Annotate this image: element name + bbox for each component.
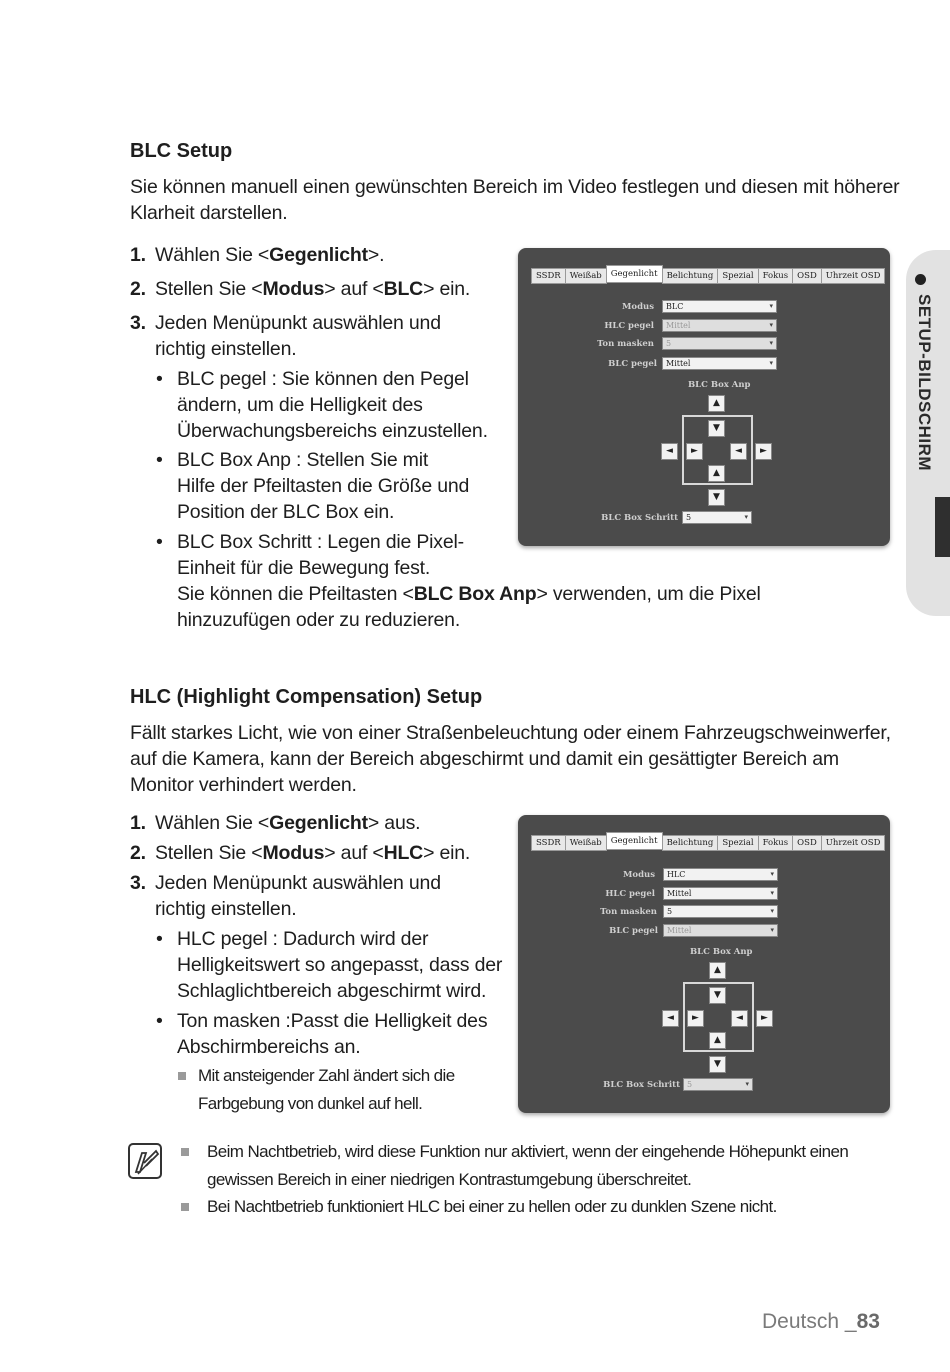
blc-settings-panel xyxy=(518,248,890,546)
blc-step-2: 2. Stellen Sie <Modus> auf <BLC> ein. xyxy=(130,278,471,300)
blc-step-1: 1. Wählen Sie <Gegenlicht>. xyxy=(130,244,385,266)
hlc-step-3-cont: richtig einstellen. xyxy=(155,898,297,920)
blc-pegel-select[interactable]: Mittel ▾ xyxy=(663,924,778,937)
modus-select[interactable]: BLC ▾ xyxy=(662,300,777,313)
arrow-left-button[interactable]: ◄ xyxy=(731,1010,748,1027)
tab-osd[interactable]: OSD xyxy=(792,268,822,284)
arrow-up-button[interactable]: ▲ xyxy=(709,1032,726,1049)
arrow-left-button[interactable]: ◄ xyxy=(661,443,678,460)
hlc-pegel-select[interactable]: Mittel ▾ xyxy=(663,887,778,900)
arrow-right-button[interactable]: ► xyxy=(686,443,703,460)
side-tab-label: SETUP-BILDSCHIRM xyxy=(915,294,934,472)
tab-uhrzeit-osd[interactable]: Uhrzeit OSD xyxy=(821,835,886,851)
tab-osd[interactable]: OSD xyxy=(792,835,822,851)
hlc-pegel-label: HLC pegel xyxy=(605,889,655,899)
tab-belichtung[interactable]: Belichtung xyxy=(662,835,719,851)
tab-gegenlicht[interactable]: Gegenlicht xyxy=(606,832,663,850)
tab-weissab[interactable]: Weißab xyxy=(565,835,607,851)
arrow-up-button[interactable]: ▲ xyxy=(709,962,726,979)
blc-step-3: 3. Jeden Menüpunkt auswählen und xyxy=(130,312,441,334)
blc-heading: BLC Setup xyxy=(130,140,233,162)
ton-masken-label: Ton masken xyxy=(600,907,657,917)
hlc-step-1: 1. Wählen Sie <Gegenlicht> aus. xyxy=(130,812,421,834)
note-pencil-icon xyxy=(128,1143,162,1179)
arrow-down-button[interactable]: ▼ xyxy=(708,489,725,506)
hlc-pegel-select[interactable]: Mittel ▾ xyxy=(662,319,777,332)
square-bullet-icon xyxy=(178,1072,186,1080)
blc-pegel-select[interactable]: Mittel ▾ xyxy=(662,357,777,370)
arrow-down-button[interactable]: ▼ xyxy=(708,420,725,437)
arrow-left-button[interactable]: ◄ xyxy=(730,443,747,460)
chevron-down-icon: ▾ xyxy=(769,321,773,329)
hlc-heading: HLC (Highlight Compensation) Setup xyxy=(130,686,483,708)
arrow-right-button[interactable]: ► xyxy=(755,443,772,460)
chevron-down-icon: ▾ xyxy=(769,302,773,310)
square-bullet-icon xyxy=(181,1148,189,1156)
footer-language: Deutsch _ xyxy=(762,1310,857,1333)
arrow-up-button[interactable]: ▲ xyxy=(708,395,725,412)
ton-masken-select[interactable]: 5 ▾ xyxy=(663,905,778,918)
modus-label: Modus xyxy=(623,870,655,880)
tab-fokus[interactable]: Fokus xyxy=(758,268,794,284)
chevron-down-icon: ▾ xyxy=(770,870,774,878)
arrow-right-button[interactable]: ► xyxy=(687,1010,704,1027)
box-schritt-select[interactable]: 5 ▾ xyxy=(682,511,752,524)
box-schritt-label: BLC Box Schritt xyxy=(601,513,678,523)
chevron-down-icon: ▾ xyxy=(744,513,748,521)
hlc-settings-panel xyxy=(518,815,890,1113)
box-anp-title: BLC Box Anp xyxy=(690,947,753,957)
box-schritt-select[interactable]: 5 ▾ xyxy=(683,1078,753,1091)
chevron-down-icon: ▾ xyxy=(745,1080,749,1088)
tab-ssdr[interactable]: SSDR xyxy=(531,835,566,851)
page-number: 83 xyxy=(856,1310,880,1333)
tab-ssdr[interactable]: SSDR xyxy=(531,268,566,284)
blc-intro: Sie können manuell einen gewünschten Bereich im Video festlegen und diesen mit höherer Klarheit darstellen. xyxy=(130,176,900,224)
tab-belichtung[interactable]: Belichtung xyxy=(662,268,719,284)
blc-pegel-label: BLC pegel xyxy=(608,359,657,369)
tab-spezial[interactable]: Spezial xyxy=(717,268,758,284)
arrow-down-button[interactable]: ▼ xyxy=(709,1056,726,1073)
side-tab-label-wrap xyxy=(908,270,938,510)
blc-bullet-box-anp: • BLC Box Anp : Stellen Sie mit Hilfe der Pfeiltasten die Größe und Position der BLC Box ein. xyxy=(156,449,470,523)
hlc-step-3: 3. Jeden Menüpunkt auswählen und xyxy=(130,872,441,894)
ton-masken-label: Ton masken xyxy=(597,339,654,349)
ton-masken-select[interactable]: 5 ▾ xyxy=(662,337,777,350)
note-item-1: Beim Nachtbetrieb, wird diese Funktion nur aktiviert, wenn der eingehende Höhepunkt einen gewissen Bereich in einer niedrigen Kontrastumgebung überschreitet. xyxy=(181,1138,848,1194)
blc-pegel-label: BLC pegel xyxy=(609,926,658,936)
chevron-down-icon: ▾ xyxy=(770,907,774,915)
tab-fokus[interactable]: Fokus xyxy=(758,835,794,851)
chevron-down-icon: ▾ xyxy=(770,889,774,897)
blc-step-3-cont: richtig einstellen. xyxy=(155,338,297,360)
chevron-down-icon: ▾ xyxy=(769,359,773,367)
box-schritt-label: BLC Box Schritt xyxy=(603,1080,680,1090)
box-anp-title: BLC Box Anp xyxy=(688,380,751,390)
blc-bullet-pegel: • BLC pegel : Sie können den Pegel ändern, um die Helligkeit des Überwachungsbereichs einzustellen. xyxy=(156,368,488,442)
hlc-pegel-label: HLC pegel xyxy=(604,321,654,331)
tab-uhrzeit-osd[interactable]: Uhrzeit OSD xyxy=(821,268,886,284)
tab-gegenlicht[interactable]: Gegenlicht xyxy=(606,265,663,283)
arrow-right-button[interactable]: ► xyxy=(756,1010,773,1027)
tab-weissab[interactable]: Weißab xyxy=(565,268,607,284)
chevron-down-icon: ▾ xyxy=(770,926,774,934)
hlc-bullet-ton-masken: • Ton masken :Passt die Helligkeit des Abschirmbereichs an. xyxy=(156,1010,488,1058)
tab-bar xyxy=(531,268,884,284)
hlc-bullet-pegel: • HLC pegel : Dadurch wird der Helligkeitswert so angepasst, dass der Schlaglichtbereich abgeschirmt wird. xyxy=(156,928,503,1002)
blc-bullet-box-schritt: • BLC Box Schritt : Legen die Pixel- Einheit für die Bewegung fest. Sie können die Pfeiltasten <BLC Box Anp> verwenden, um die Pixel hinzuzufügen oder zu reduzieren. xyxy=(156,531,761,631)
hlc-intro: Fällt starkes Licht, wie von einer Straßenbeleuchtung oder einem Fahrzeugschweinwerfer, auf die Kamera, kann der Bereich abgeschirmt und damit ein gesättigter Bereich am Monitor verhindert werden. xyxy=(130,722,891,796)
modus-label: Modus xyxy=(622,302,654,312)
tab-spezial[interactable]: Spezial xyxy=(717,835,758,851)
arrow-down-button[interactable]: ▼ xyxy=(709,987,726,1004)
hlc-sub-note: Mit ansteigender Zahl ändert sich die Farbgebung von dunkel auf hell. xyxy=(178,1062,455,1118)
note-item-2: Bei Nachtbetrieb funktioniert HLC bei einer zu hellen oder zu dunklen Szene nicht. xyxy=(181,1193,777,1221)
tab-bar xyxy=(531,835,884,851)
chevron-down-icon: ▾ xyxy=(769,339,773,347)
arrow-up-button[interactable]: ▲ xyxy=(708,465,725,482)
square-bullet-icon xyxy=(181,1203,189,1211)
arrow-left-button[interactable]: ◄ xyxy=(662,1010,679,1027)
page-footer xyxy=(762,1310,880,1334)
hlc-step-2: 2. Stellen Sie <Modus> auf <HLC> ein. xyxy=(130,842,471,864)
modus-select[interactable]: HLC ▾ xyxy=(663,868,778,881)
